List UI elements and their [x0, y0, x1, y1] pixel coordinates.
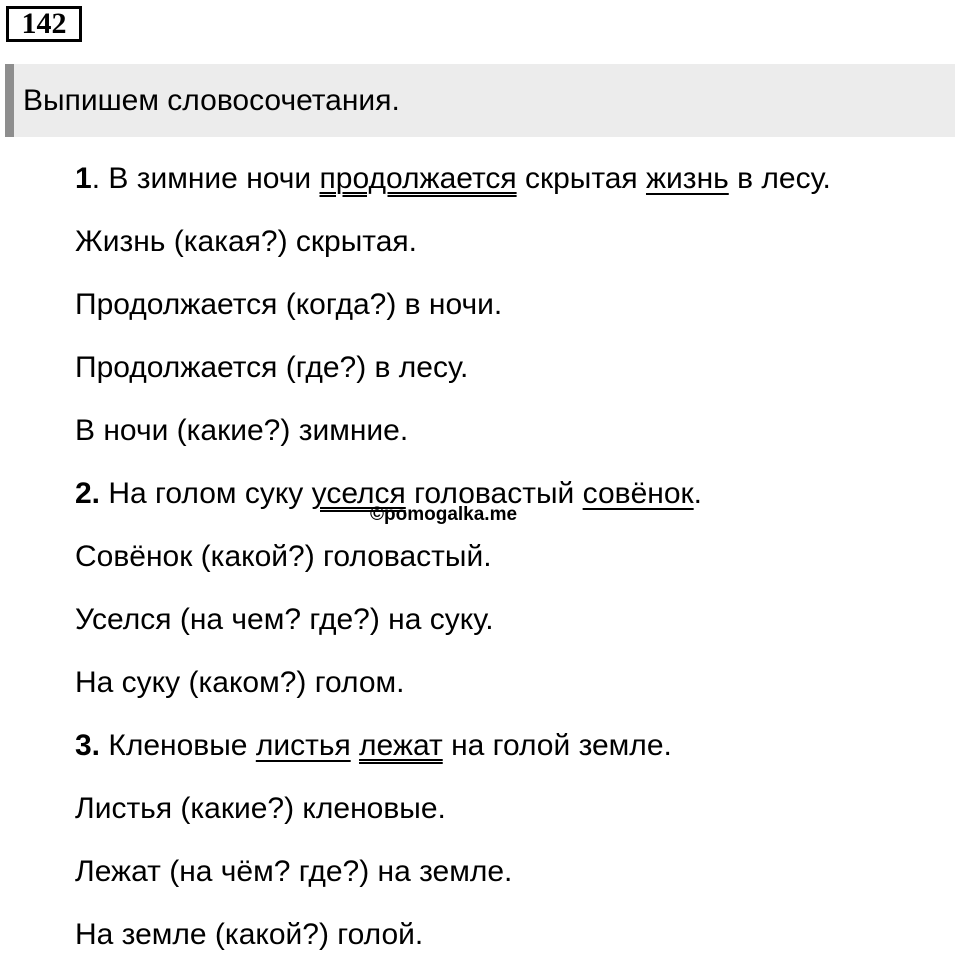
sentence-text: головастый: [405, 477, 583, 510]
phrase-line: Совёнок (какой?) головастый.: [75, 540, 492, 573]
sentence-text: [351, 729, 359, 762]
sentence-text: В зимние ночи: [100, 162, 320, 195]
sentence-1: [75, 161, 831, 197]
subject-word: совёнок: [582, 477, 694, 510]
sentence-text: Кленовые: [100, 729, 256, 762]
instruction-text: Выпишем словосочетания.: [23, 84, 400, 117]
phrase-line: Листья (какие?) кленовые.: [75, 792, 446, 825]
sentence-text: На голом суку: [100, 477, 312, 510]
sentence-text: скрытая: [516, 162, 646, 195]
subject-word: жизнь: [645, 162, 729, 195]
sentence-number-dot: .: [91, 162, 101, 195]
watermark: ©pomogalka.me: [370, 504, 518, 525]
predicate-word: лежат: [359, 729, 443, 762]
phrase-line: Продолжается (где?) в лесу.: [75, 351, 469, 384]
instruction-header: [5, 64, 955, 137]
phrase-line: Уселся (на чем? где?) на суку.: [75, 603, 494, 636]
predicate-word: продолжается: [319, 162, 517, 195]
sentence-3: [75, 728, 672, 764]
sentence-number: 3.: [75, 729, 101, 762]
subject-word: листья: [255, 729, 351, 762]
phrase-line: Лежат (на чём? где?) на земле.: [75, 855, 513, 888]
predicate-word: уселся: [311, 477, 406, 510]
sentence-text: .: [693, 477, 702, 510]
phrase-line: В ночи (какие?) зимние.: [75, 414, 409, 447]
phrase-line: На земле (какой?) голой.: [75, 918, 424, 951]
phrase-line: Продолжается (когда?) в ночи.: [75, 288, 503, 321]
sentence-number: 1: [75, 162, 92, 195]
task-number-box: 142: [6, 6, 82, 42]
sentence-text: на голой земле.: [442, 729, 672, 762]
phrase-line: Жизнь (какая?) скрытая.: [75, 225, 417, 258]
sentence-text: в лесу.: [728, 162, 831, 195]
phrase-line: На суку (каком?) голом.: [75, 666, 405, 699]
sentence-number: 2.: [75, 477, 101, 510]
